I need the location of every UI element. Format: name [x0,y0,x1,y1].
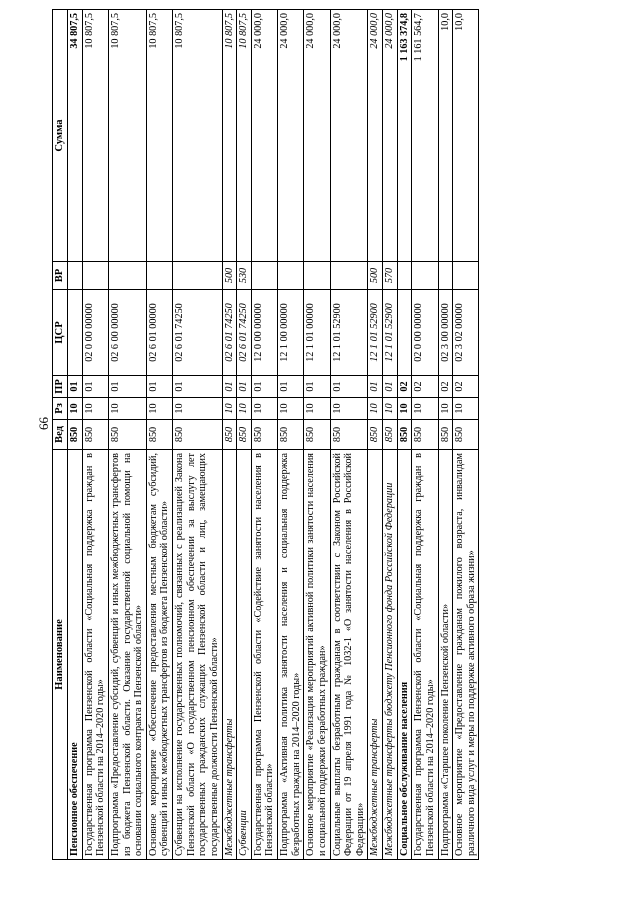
cell-vr [397,262,412,290]
budget-table [52,9,479,860]
cell-name: Государственная программа Пензенской области «Социальная поддержка граждан в Пензенской области на 2014–2020 годы» [412,450,438,860]
cell-csr: 02 3 00 00000 [438,290,453,376]
cell-vr: 500 [222,262,237,290]
cell-ved: 850 [330,420,368,450]
cell-vr [438,262,453,290]
cell-name: Социальное обслуживание населения [397,450,412,860]
header-ved: Вед [53,420,68,450]
cell-pr: 01 [108,376,146,398]
cell-rz: 10 [237,398,252,420]
cell-ved: 850 [278,420,304,450]
cell-ved: 850 [368,420,383,450]
table-row [173,10,223,860]
cell-pr: 02 [397,376,412,398]
header-name: Наименование [53,450,68,860]
header-sum: Сумма [53,10,68,262]
cell-ved: 850 [251,420,277,450]
cell-rz: 10 [412,398,438,420]
table-header-row [53,10,68,860]
cell-csr: 02 6 01 74250 [237,290,252,376]
cell-vr [453,262,479,290]
cell-rz: 10 [108,398,146,420]
cell-rz: 10 [222,398,237,420]
cell-pr: 01 [251,376,277,398]
cell-pr: 01 [368,376,383,398]
cell-vr [82,262,108,290]
cell-name: Межбюджетные трансферты [368,450,383,860]
cell-sum: 24 000,0 [278,10,304,262]
cell-name: Государственная программа Пензенской области «Содействие занятости населения в Пензенской области» [251,450,277,860]
cell-vr [304,262,330,290]
cell-csr [68,290,83,376]
cell-vr [278,262,304,290]
cell-ved: 850 [108,420,146,450]
cell-pr: 02 [453,376,479,398]
cell-vr [146,262,172,290]
cell-rz: 10 [453,398,479,420]
table-row [368,10,383,860]
cell-sum: 10 807,5 [173,10,223,262]
cell-csr: 12 1 01 52900 [368,290,383,376]
cell-ved: 850 [237,420,252,450]
cell-ved: 850 [438,420,453,450]
cell-sum: 10 807,5 [82,10,108,262]
cell-sum: 24 000,0 [330,10,368,262]
cell-rz: 10 [397,398,412,420]
cell-sum: 34 807,5 [68,10,83,262]
cell-pr: 01 [304,376,330,398]
cell-name: Подпрограмма «Активная политика занятости населения и социальная поддержка безработных граждан на 2014–2020 годы» [278,450,304,860]
cell-name: Основное мероприятие «Реализация мероприятий активной политики занятости населения и социальной поддержки безработных граждан» [304,450,330,860]
table-row [278,10,304,860]
cell-name: Социальные выплаты безработным гражданам в соответствии с Законом Российской Федерации от 19 апреля 1991 года № 1032-1 «О занятости населения в Российской Федерации» [330,450,368,860]
table-row [304,10,330,860]
header-rz: Рз [53,398,68,420]
cell-sum: 1 163 374,8 [397,10,412,262]
cell-vr: 500 [368,262,383,290]
cell-rz: 10 [68,398,83,420]
table-row [237,10,252,860]
cell-ved: 850 [383,420,398,450]
cell-rz: 10 [368,398,383,420]
cell-vr: 530 [237,262,252,290]
cell-sum: 1 161 564,7 [412,10,438,262]
header-vr: ВР [53,262,68,290]
cell-sum: 24 000,0 [304,10,330,262]
cell-rz: 10 [330,398,368,420]
cell-csr: 02 0 00 00000 [412,290,438,376]
cell-vr [251,262,277,290]
cell-ved: 850 [68,420,83,450]
cell-ved: 850 [412,420,438,450]
cell-pr: 01 [237,376,252,398]
cell-name: Межбюджетные трансферты [222,450,237,860]
table-row [146,10,172,860]
cell-csr: 02 6 00 00000 [108,290,146,376]
cell-csr: 12 1 01 52900 [330,290,368,376]
table-row [453,10,479,860]
cell-pr: 02 [412,376,438,398]
cell-rz: 10 [173,398,223,420]
table-row [412,10,438,860]
cell-csr: 12 0 00 00000 [251,290,277,376]
cell-vr [68,262,83,290]
header-pr: ПР [53,376,68,398]
cell-csr: 12 1 00 00000 [278,290,304,376]
cell-ved: 850 [146,420,172,450]
cell-csr: 02 6 01 74250 [222,290,237,376]
table-row [82,10,108,860]
table-row [397,10,412,860]
cell-pr: 01 [82,376,108,398]
cell-pr: 01 [330,376,368,398]
header-csr: ЦСР [53,290,68,376]
cell-ved: 850 [453,420,479,450]
cell-csr [397,290,412,376]
cell-name: Подпрограмма «Старшее поколение Пензенской области» [438,450,453,860]
cell-pr: 01 [383,376,398,398]
cell-rz: 10 [304,398,330,420]
cell-sum: 10 807,5 [146,10,172,262]
cell-sum: 10 807,5 [237,10,252,262]
cell-sum: 10 807,5 [108,10,146,262]
table-row [383,10,398,860]
cell-csr: 02 6 01 74250 [173,290,223,376]
cell-name: Государственная программа Пензенской области «Социальная поддержка граждан в Пензенской области на 2014–2020 годы» [82,450,108,860]
cell-pr: 01 [278,376,304,398]
cell-ved: 850 [173,420,223,450]
cell-name: Пенсионное обеспечение [68,450,83,860]
table-body [68,10,479,860]
cell-csr: 02 0 00 00000 [82,290,108,376]
cell-csr: 02 6 01 00000 [146,290,172,376]
cell-rz: 10 [251,398,277,420]
page-number: 66 [36,417,51,430]
table-row [251,10,277,860]
cell-vr [330,262,368,290]
cell-vr [108,262,146,290]
cell-rz: 10 [278,398,304,420]
table-row [222,10,237,860]
cell-vr: 570 [383,262,398,290]
cell-csr: 12 1 01 52900 [383,290,398,376]
rotated-page-content [52,10,479,860]
cell-rz: 10 [146,398,172,420]
cell-csr: 02 3 02 00000 [453,290,479,376]
cell-pr: 01 [222,376,237,398]
cell-name: Субвенции на исполнение государственных полномочий, связанных с реализацией Закона Пензенской области «О государственном пенсионном обеспечении за выслугу лет государственных гражданских служащих Пензенской области и лиц, замещающих государственные должности Пензенской области» [173,450,223,860]
cell-name: Подпрограмма «Предоставление субсидий, субвенций и иных межбюджетных трансфертов из бюджета Пензенской области. Оказание государственной социальной помощи на основании социального контракта в Пензенской области» [108,450,146,860]
table-row [330,10,368,860]
cell-sum: 24 000,0 [383,10,398,262]
cell-ved: 850 [304,420,330,450]
cell-ved: 850 [222,420,237,450]
cell-csr: 12 1 01 00000 [304,290,330,376]
cell-name: Основное мероприятие «Обеспечение предоставления местным бюджетам субсидий, субвенций и иных межбюджетных трансфертов из бюджета Пензенской области» [146,450,172,860]
cell-name: Межбюджетные трансферты бюджету Пенсионного фонда Российской Федерации [383,450,398,860]
cell-name: Основное мероприятие «Предоставление гражданам пожилого возраста, инвалидам различного вида услуг и меры по поддержке активного образа жизни» [453,450,479,860]
cell-ved: 850 [82,420,108,450]
cell-pr: 01 [68,376,83,398]
cell-rz: 10 [383,398,398,420]
cell-name: Субвенции [237,450,252,860]
cell-sum: 24 000,0 [251,10,277,262]
cell-sum: 24 000,0 [368,10,383,262]
table-row [68,10,83,860]
cell-vr [412,262,438,290]
cell-vr [173,262,223,290]
cell-rz: 10 [438,398,453,420]
cell-sum: 10,0 [438,10,453,262]
cell-ved: 850 [397,420,412,450]
table-row [108,10,146,860]
cell-pr: 01 [146,376,172,398]
cell-pr: 01 [173,376,223,398]
cell-rz: 10 [82,398,108,420]
cell-sum: 10,0 [453,10,479,262]
cell-sum: 10 807,5 [222,10,237,262]
table-row [438,10,453,860]
cell-pr: 02 [438,376,453,398]
